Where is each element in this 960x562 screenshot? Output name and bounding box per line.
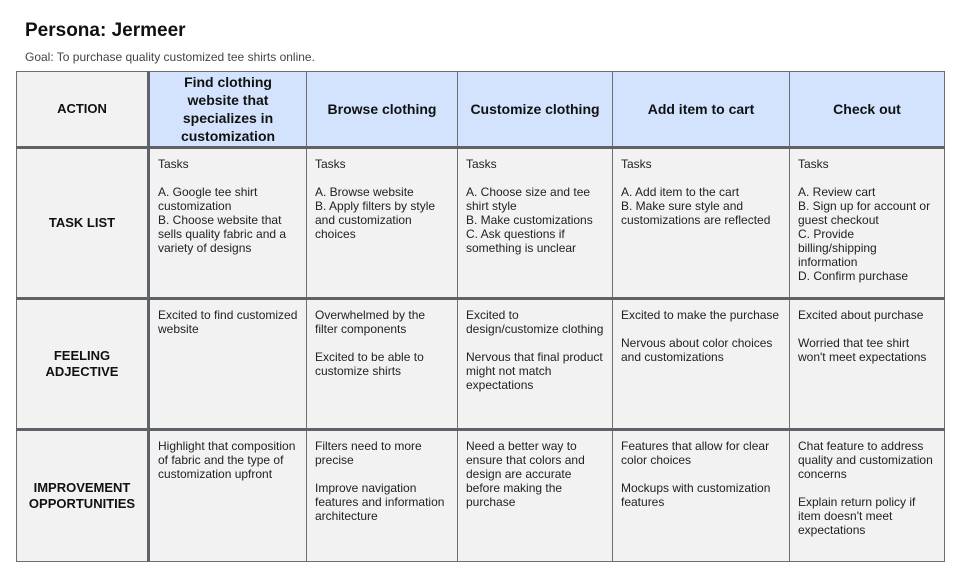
cell-text-line: Need a better way to ensure that colors and design are accurate before making the purchase [466, 439, 585, 509]
cell-text-line: B. Apply filters by style and customization choices [315, 199, 436, 241]
cell-text-line: C. Provide billing/shipping information [798, 227, 877, 269]
tasks-cell [307, 148, 458, 299]
line-spacer [621, 322, 781, 336]
persona-goal: Goal: To purchase quality customized tee shirts online. [25, 50, 315, 64]
feeling-cell [149, 299, 307, 430]
stage-header-5 [790, 72, 945, 148]
cell-text-line: Excited about purchase [798, 308, 924, 322]
cell-text-line: C. Ask questions if something is unclear [466, 227, 577, 255]
feeling-cell [307, 299, 458, 430]
cell-text-line: B. Make customizations [466, 213, 593, 227]
cell-text-line: Tasks [315, 157, 346, 171]
improvement-cell [307, 430, 458, 562]
line-spacer [315, 171, 449, 185]
feeling-cell [458, 299, 613, 430]
journey-map-table [16, 71, 945, 562]
line-spacer [158, 171, 298, 185]
line-spacer [315, 467, 449, 481]
feeling-row-label-cell [17, 299, 149, 430]
cell-text-line: Excited to design/customize clothing [466, 308, 604, 336]
cell-text-line: Tasks [158, 157, 189, 171]
cell-text-line: Chat feature to address quality and customization concerns [798, 439, 933, 481]
cell-text-line: B. Choose website that sells quality fabric and a variety of designs [158, 213, 287, 255]
improvement-row-label-cell [17, 430, 149, 562]
stage-header-label: Add item to cart [647, 101, 755, 117]
cell-text-line: A. Browse website [315, 185, 414, 199]
tasks-cell [149, 148, 307, 299]
cell-text-line: Tasks [621, 157, 652, 171]
task-list-row-label: TASK LIST [48, 215, 116, 230]
stage-header-3 [458, 72, 613, 148]
cell-text-line: Tasks [466, 157, 497, 171]
feeling-row-label: FEELING ADJECTIVE [45, 348, 119, 379]
stage-header-2 [307, 72, 458, 148]
action-row-label-cell [17, 72, 149, 148]
tasks-cell [613, 148, 790, 299]
cell-text-line: Tasks [798, 157, 829, 171]
cell-text-line: A. Add item to the cart [621, 185, 740, 199]
cell-text-line: Nervous that final product might not match expectations [466, 350, 603, 392]
cell-text-line: A. Google tee shirt customization [158, 185, 258, 213]
line-spacer [621, 467, 781, 481]
cell-text-line: D. Confirm purchase [798, 269, 909, 283]
line-spacer [798, 481, 936, 495]
improvement-cell [149, 430, 307, 562]
improvement-cell [613, 430, 790, 562]
tasks-cell [458, 148, 613, 299]
cell-text-line: B. Sign up for account or guest checkout [798, 199, 931, 227]
stage-header-4 [613, 72, 790, 148]
stage-header-label: Customize clothing [470, 101, 600, 117]
cell-text-line: Explain return policy if item doesn't meet expectations [798, 495, 916, 537]
improvement-cell [458, 430, 613, 562]
stage-header-1 [149, 72, 307, 148]
feeling-cell [790, 299, 945, 430]
stage-header-label: Find clothing website that specializes in customization [180, 74, 276, 144]
task-list-row-label-cell [17, 148, 149, 299]
cell-text-line: Filters need to more precise [315, 439, 422, 467]
cell-text-line: Excited to make the purchase [621, 308, 780, 322]
cell-text-line: Overwhelmed by the filter components [315, 308, 426, 336]
cell-text-line: Highlight that composition of fabric and the type of customization upfront [158, 439, 296, 481]
cell-text-line: Mockups with customization features [621, 481, 771, 509]
stage-header-label: Browse clothing [327, 101, 437, 117]
stage-header-label: Check out [833, 101, 901, 117]
persona-title: Persona: Jermeer [25, 20, 186, 41]
cell-text-line: Features that allow for clear color choices [621, 439, 770, 467]
line-spacer [315, 336, 449, 350]
line-spacer [798, 171, 936, 185]
line-spacer [798, 322, 936, 336]
line-spacer [466, 336, 604, 350]
feeling-cell [613, 299, 790, 430]
tasks-cell [790, 148, 945, 299]
action-row-label: ACTION [57, 101, 107, 116]
cell-text-line: Excited to be able to customize shirts [315, 350, 424, 378]
cell-text-line: A. Choose size and tee shirt style [466, 185, 591, 213]
cell-text-line: Worried that tee shirt won't meet expectations [798, 336, 927, 364]
cell-text-line: B. Make sure style and customizations are reflected [621, 199, 771, 227]
improvement-cell [790, 430, 945, 562]
line-spacer [466, 171, 604, 185]
cell-text-line: Nervous about color choices and customizations [621, 336, 773, 364]
cell-text-line: A. Review cart [798, 185, 876, 199]
improvement-row-label: IMPROVEMENT OPPORTUNITIES [28, 480, 136, 511]
cell-text-line: Improve navigation features and information architecture [315, 481, 445, 523]
cell-text-line: Excited to find customized website [158, 308, 298, 336]
line-spacer [621, 171, 781, 185]
